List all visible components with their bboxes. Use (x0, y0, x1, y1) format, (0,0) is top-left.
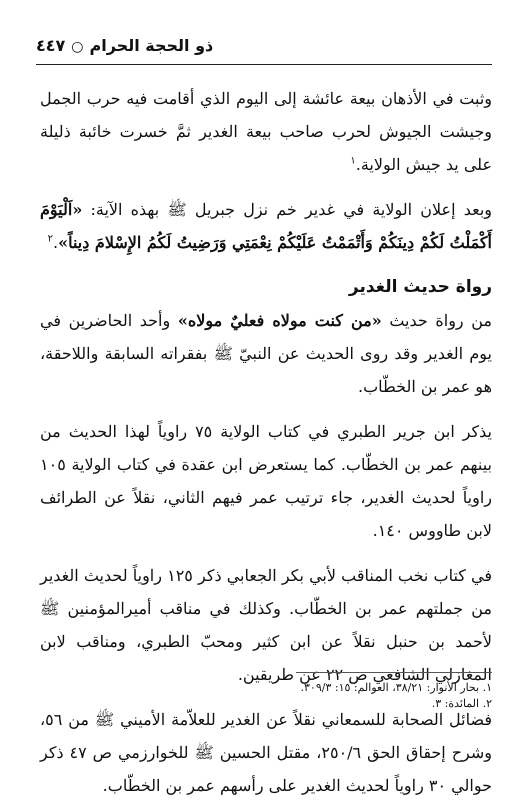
paragraph-2-lead: وبعد إعلان الولاية في غدير خم نزل جبريل ﷺ بهذه الآية: (82, 200, 492, 219)
paragraph-1 (40, 82, 492, 181)
paragraph-6: فضائل الصحابة للسمعاني نقلاً عن الغدير للعلاّمة الأميني ﷺ من ٥٦، وشرح إحقاق الحق ٢٥٠/٦، مقتل الحسين ﷺ للخوارزمي ص ٤٧ ذكر حوالي ٣٠ راوياً لحديث الغدير على رأسهم عمر بن الخطّاب. (40, 710, 492, 795)
paragraph-2-end: . (52, 233, 59, 252)
paragraph-1-text: وثبت في الأذهان بيعة عائشة إلى اليوم الذي أقامت فيه حرب الجمل وجيشت الجيوش لحرب صاحب بيعة الغدير ثمَّ خسرت خائبة ذليلة على يد جيش الولاية. (40, 89, 492, 174)
section-title: رواة حديث الغدير (348, 277, 492, 297)
separator-circle: ○ (71, 39, 84, 55)
footnote-2: ٢. المائدة: ٣. (431, 697, 492, 710)
paragraph-3 (40, 304, 492, 403)
page-number: ٤٤٧ (36, 36, 66, 55)
header-label (36, 36, 213, 55)
paragraph-3-lead: من رواة حديث (381, 311, 493, 330)
paragraph-3-rest: وأحد الحاضرين في يوم الغدير وقد روى الحديث عن النبيّ ﷺ بفقراته السابقة واللاحقة، هو عمر بن الخطّاب. (40, 311, 493, 396)
footnotes (40, 680, 492, 712)
page-header (36, 34, 492, 65)
paragraph-2 (40, 193, 492, 259)
quran-verse: «اَلْيَوْمَ أَكْمَلْتُ لَكُمْ دِينَكُمْ وَأَتْمَمْتُ عَلَيْكُمْ نِعْمَتِي وَرَضِيتُ لَكُمُ الإِسْلامَ دِيناً» (40, 200, 492, 252)
paragraph-5: في كتاب نخب المناقب لأبي بكر الجعابي ذكر ١٢٥ راوياً لحديث الغدير من جملتهم عمر بن الخطّاب. وكذلك في مناقب أميرالمؤمنين ﷺ لأحمد بن حنبل نقلاً عن ابن كثير ومحبّ الطبري، ومناقب لابن المغازلي الشافعي ص ٢٢ عن طريقين. (40, 566, 493, 684)
hadith-quote: «من كنت مولاه فعليٌ مولاه» (177, 311, 382, 330)
running-title: ذو الحجة الحرام (89, 36, 214, 55)
paragraph-4: يذكر ابن جرير الطبري في كتاب الولاية ٧٥ راوياً لهذا الحديث من بينهم عمر بن الخطّاب. كما يستعرض ابن عقدة في كتاب الولاية ١٠٥ راوياً لحديث الغدير، جاء ترتيب عمر فيهم الثاني، نقلاً عن الطرائف لابن طاووس ١٤٠. (40, 422, 493, 540)
footnote-divider (296, 672, 492, 673)
footnote-ref-1[interactable]: ١ (350, 155, 356, 167)
footnote-ref-2[interactable]: ٢ (47, 233, 53, 245)
footnote-1: ١. بحار الأنوار: ٣٨/٢١، العوالم: ١٥: ٣٠٩/٣. (300, 681, 492, 694)
